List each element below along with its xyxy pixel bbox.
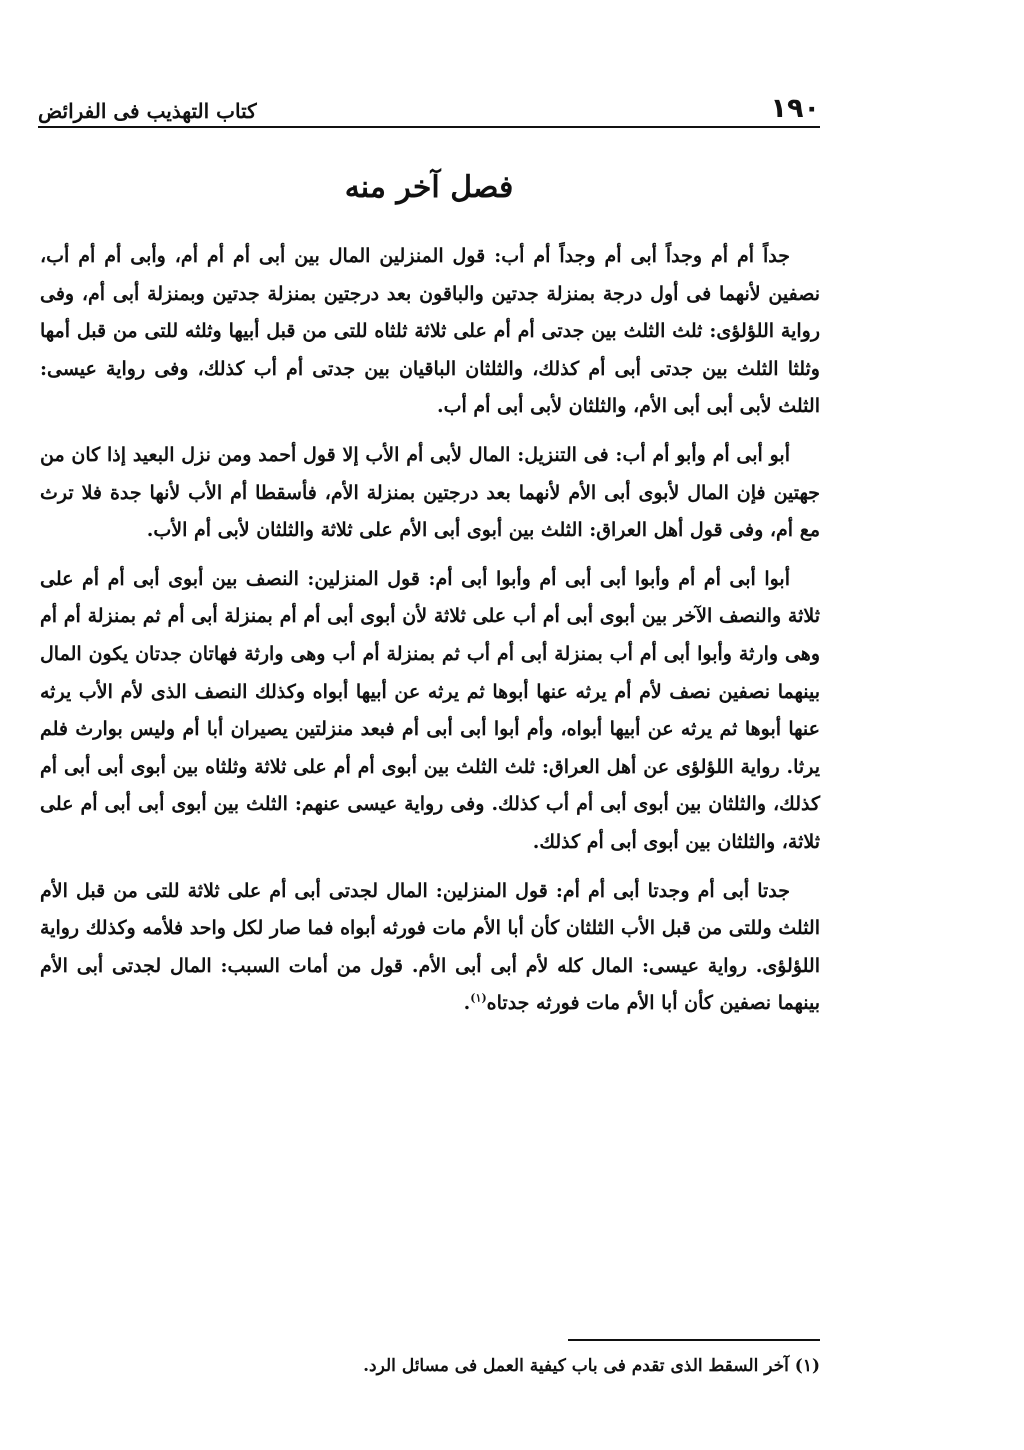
paragraph-4-end: . (463, 992, 471, 1015)
page-number: ١٩٠ (770, 93, 820, 124)
paragraph-1: جداً أم أم وجداً أبى أم وجداً أم أب: قول المنزلين المال بين أبى أم أم أم، وأبى أم أم أب، نصفين لأنهما فى أول درجة بمنزلة جدتين والباقون بعد درجتين بمنزلة جدتين وبمنزلة أبى أم، وفى رواية اللؤلؤى: ثلث الثلث بين جدتى أم أم على ثلاثة ثلثاه للتى من قبل أبيها وثلثه للتى من قبل أمها وثلثا الثلث بين جدتى أبى أم كذلك، والثلثان الباقيان بين جدتى أم أب كذلك، وفى رواية عيسى: الثلث لأبى أبى أبى الأم، والثلثان لأبى أبى أم أب. (40, 245, 820, 418)
paragraph-2: أبو أبى أم وأبو أم أب: فى التنزيل: المال لأبى أم الأب إلا قول أحمد ومن نزل البعيد إذا كان من جهتين فإن المال لأبوى أبى الأم لأنهما بعد درجتين بمنزلة الأم، فأسقطا أم الأب لأنها جدة فلا ترث مع أم، وفى قول أهل العراق: الثلث بين أبوى أبى الأم على ثلاثة والثلثان لأبى أم الأب. (40, 443, 820, 542)
footnote-rule (568, 1339, 820, 1341)
footnote: (١) آخر السقط الذى تقدم فى باب كيفية العمل فى مسائل الرد. (363, 1356, 820, 1376)
paragraph-4 (40, 873, 820, 1023)
footnote-reference[interactable]: (١) (470, 991, 487, 1005)
paragraph-3: أبوا أبى أم أم وأبوا أبى أبى أم وأبوا أبى أم: قول المنزلين: النصف بين أبوى أبى أم أم على ثلاثة والنصف الآخر بين أبوى أبى أم أب على ثلاثة لأن أبوى أبى أم أم بمنزلة أبى أم ثم بمنزلة أم أم وهى وارثة وأبوا أبى أم أب بمنزلة أبى أم أب ثم بمنزلة أم أب وهى وارثة فهاتان جدتان يكون المال بينهما نصفين نصف لأم أم يرثه عنها أبوها ثم يرثه عن أبيها أبواه وكذلك النصف الذى لأم الأب يرثه عنها أبوها ثم يرثه عن أبيها أبواه، وأم أبوا أبى أبى أم فبعد منزلتين يصيران أبا أم وليس بوارث فلم يرثا. رواية اللؤلؤى عن أهل العراق: ثلث الثلث بين أبوى أم أم على ثلاثة وثلثاه بين أبوى أبى أبى أم كذلك، والثلثان بين أبوى أبى أم أب كذلك. وفى رواية عيسى عنهم: الثلث بين أبوى أبى أبى أم على ثلاثة، والثلثان بين أبوى أبى أم كذلك. (40, 567, 820, 853)
page-header (38, 90, 820, 124)
body-text (40, 238, 820, 1034)
paragraph-4-text: جدتا أبى أم وجدتا أبى أم أم: قول المنزلين: المال لجدتى أبى أم على ثلاثة للتى من قبل الأم الثلث وللتى من قبل الأب الثلثان كأن أبا الأم مات فورثه أبواه فما صار لكل واحد فلأمه وكذلك رواية اللؤلؤى. رواية عيسى: المال كله لأم أبى أبى الأم. قول من أمات السبب: المال لجدتى أبى الأم بينهما نصفين كأن أبا الأم مات فورثه جدتاه (40, 879, 820, 1015)
header-rule (38, 126, 820, 128)
section-title: فصل آخر منه (344, 170, 514, 205)
running-title: كتاب التهذيب فى الفرائض (38, 99, 257, 123)
